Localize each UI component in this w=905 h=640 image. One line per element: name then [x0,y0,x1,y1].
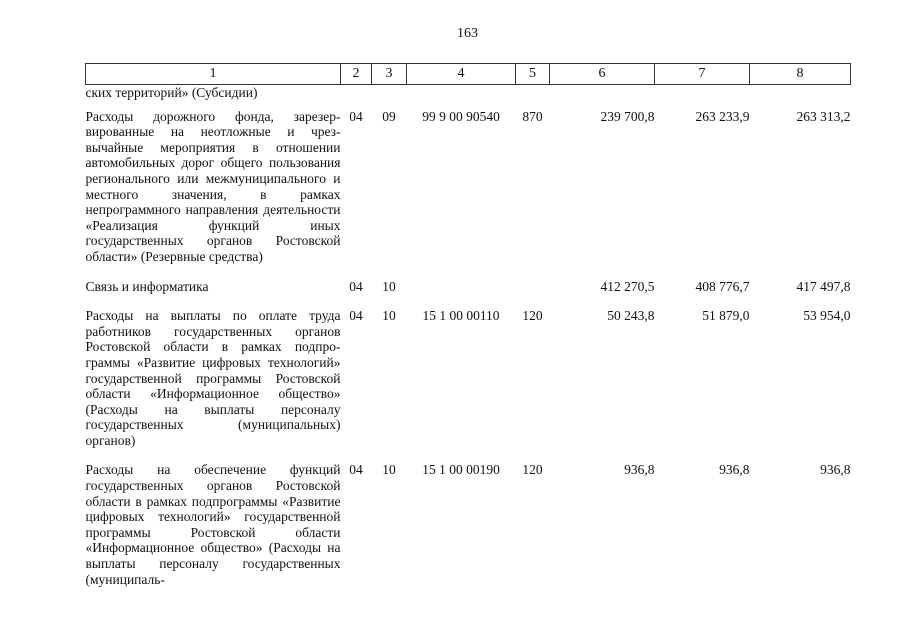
row-name: Связь и информатика [85,278,209,294]
row-expense-type [516,85,550,109]
row-section [341,85,372,109]
row-subsection: 10 [382,278,396,294]
header-cell-7: 7 [655,64,750,85]
row-year2 [655,85,750,109]
row-year1: 239 700,8 [600,108,655,124]
row-subsection [372,85,407,109]
row-expense-type: 120 [522,308,543,324]
row-expense-type [516,279,550,309]
budget-table [85,63,851,601]
table-row [86,109,851,279]
row-year3: 53 954,0 [803,308,851,324]
row-year3: 936,8 [820,462,851,478]
page-number: 163 [457,26,478,41]
row-target [407,279,516,309]
row-year1: 936,8 [624,462,655,478]
row-target: 15 1 00 00190 [422,462,500,478]
table-row [86,85,851,109]
header-cell-5: 5 [516,64,550,85]
header-row [86,64,851,85]
row-year2: 263 233,9 [695,108,750,124]
row-expense-type: 870 [522,108,543,124]
row-name: Расходы на выплаты по оплате труда работников государственных органов Ростовской области в рамках подпрограммы «Развитие цифровых технологий» государственной программы Ростовской области «Информационное общество» (Расходы на выплаты персоналу государственных (муниципальных) органов) [85,308,341,448]
row-expense-type: 120 [522,462,543,478]
row-year1: 412 270,5 [600,278,655,294]
row-year1: 50 243,8 [607,308,655,324]
row-year3 [750,85,851,109]
row-name: Расходы дорожного фонда, зарезервированные на неотложные и чрезвычайные мероприятия в отношении автомобильных дорог общего пользования регионального или межмуниципального и местного значения, в рамках непрограммного направления деятельности «Реализация функций иных государственных органов Ростовской области» (Резервные средства) [85,108,341,264]
row-section: 04 [349,108,363,124]
row-target [407,85,516,109]
row-year3: 417 497,8 [796,278,851,294]
row-year3: 263 313,2 [796,108,851,124]
table-row [86,462,851,601]
row-section: 04 [349,308,363,324]
row-subsection: 10 [382,462,396,478]
header-cell-8: 8 [750,64,851,85]
header-cell-3: 3 [372,64,407,85]
header-cell-4: 4 [407,64,516,85]
row-section: 04 [349,278,363,294]
row-section: 04 [349,462,363,478]
row-year2: 936,8 [719,462,750,478]
header-cell-1: 1 [86,64,341,85]
row-year2: 408 776,7 [695,278,750,294]
table-row [86,279,851,309]
row-target: 15 1 00 00110 [422,308,500,324]
row-subsection: 10 [382,308,396,324]
header-cell-6: 6 [550,64,655,85]
row-year2: 51 879,0 [702,308,750,324]
row-name: Расходы на обеспечение функций государственных органов Ростовской области в рамках подпрограммы «Развитие цифровых технологий» государственной программы Ростовской области «Информационное общество» (Расходы на выплаты персоналу государственных (муниципаль- [85,462,341,587]
row-subsection: 09 [382,108,396,124]
table-row [86,308,851,462]
row-target: 99 9 00 90540 [422,108,500,124]
header-cell-2: 2 [341,64,372,85]
row-name: ских территорий» (Субсидии) [85,85,258,100]
row-year1 [550,85,655,109]
